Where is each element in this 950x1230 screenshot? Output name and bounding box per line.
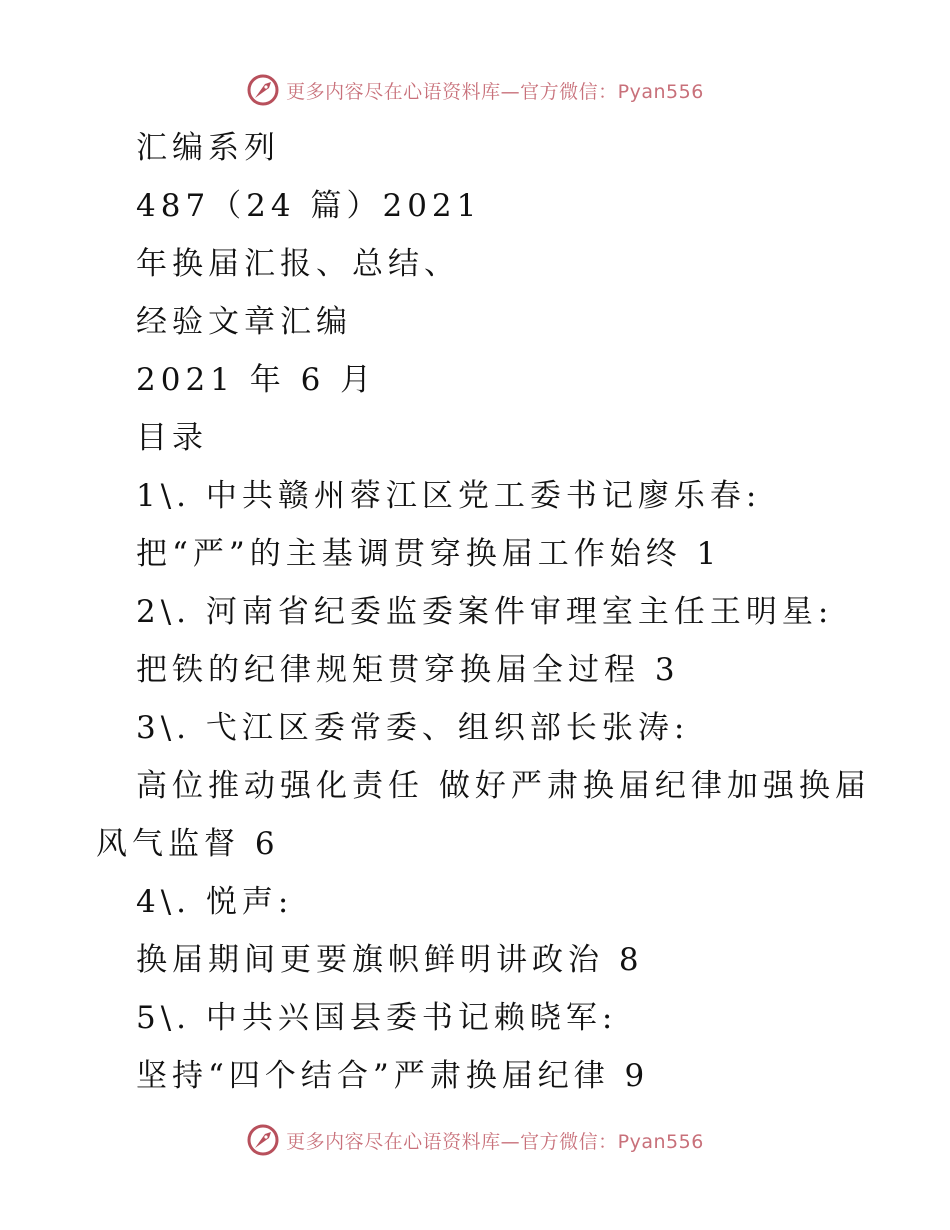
pen-nib-logo-icon xyxy=(246,73,280,107)
title-line-2: 经验文章汇编 xyxy=(136,304,352,340)
date-line: 2021 年 6 月 xyxy=(136,362,377,398)
toc-item-4-title: 换届期间更要旗帜鲜明讲政治 8 xyxy=(136,942,644,978)
collection-series-line: 汇编系列 xyxy=(136,130,280,166)
pen-nib-logo-icon xyxy=(246,1123,280,1157)
watermark-text: 更多内容尽在心语资料库—官方微信：Pyan556 xyxy=(286,80,704,103)
toc-item-3-author: 3\. 弋江区委常委、组织部长张涛: xyxy=(136,710,690,746)
toc-item-1-author: 1\. 中共赣州蓉江区党工委书记廖乐春: xyxy=(136,478,762,514)
watermark-bottom xyxy=(0,1120,950,1160)
toc-item-3-title: 高位推动强化责任 做好严肃换届纪律加强换届 xyxy=(136,768,871,804)
title-line-1: 年换届汇报、总结、 xyxy=(136,246,460,282)
watermark-text: 更多内容尽在心语资料库—官方微信：Pyan556 xyxy=(286,1130,704,1153)
collection-number-line: 487（24 篇）2021 xyxy=(136,188,482,224)
toc-heading: 目录 xyxy=(136,420,208,456)
toc-item-5-author: 5\. 中共兴国县委书记赖晓军: xyxy=(136,1000,618,1036)
toc-item-3-title-cont: 风气监督 6 xyxy=(96,826,280,862)
watermark-top xyxy=(0,70,950,110)
toc-item-5-title: 坚持“四个结合”严肃换届纪律 9 xyxy=(136,1058,650,1094)
toc-item-2-author: 2\. 河南省纪委监委案件审理室主任王明星: xyxy=(136,594,834,630)
toc-item-1-title: 把“严”的主基调贯穿换届工作始终 1 xyxy=(136,536,722,572)
toc-item-2-title: 把铁的纪律规矩贯穿换届全过程 3 xyxy=(136,652,680,688)
toc-item-4-author: 4\. 悦声: xyxy=(136,884,294,920)
